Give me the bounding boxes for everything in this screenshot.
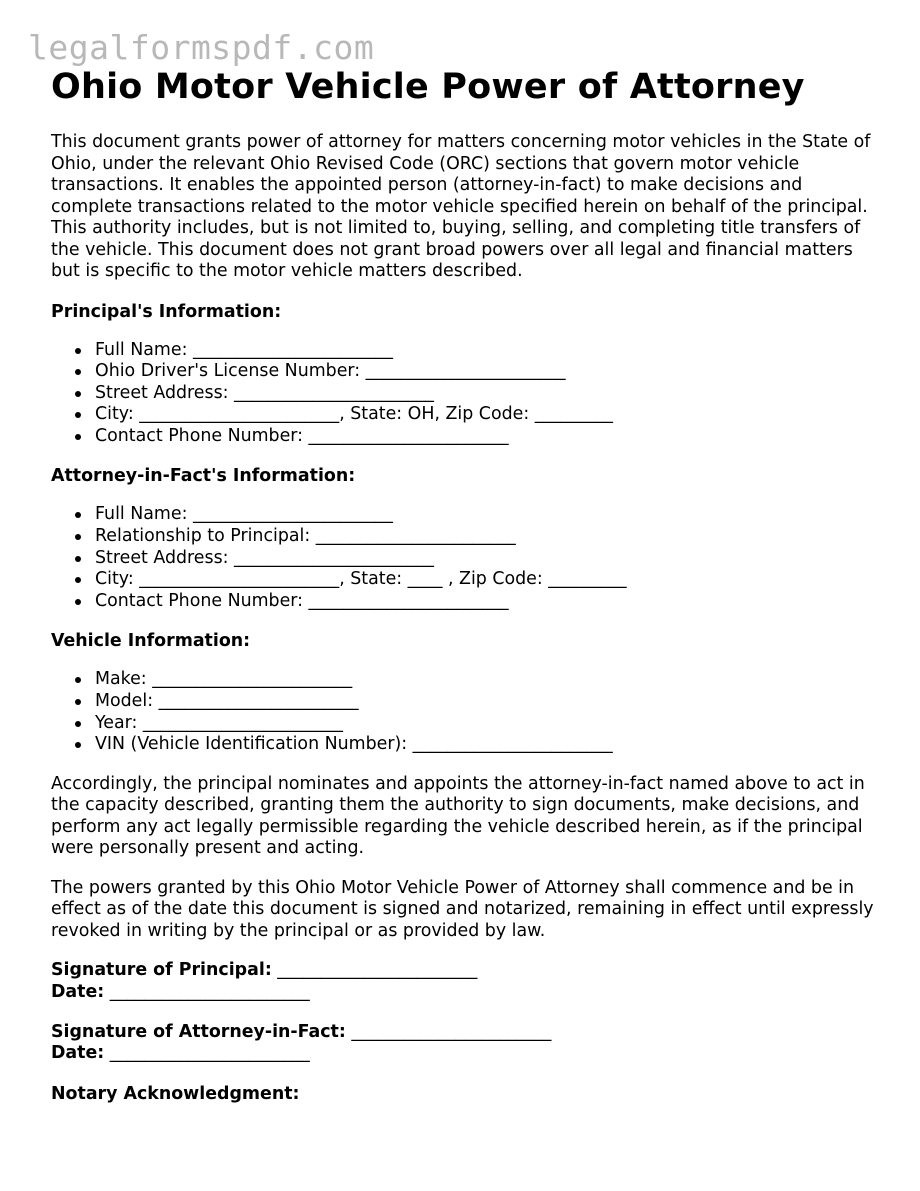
list-item: Street Address: _______________________ <box>95 548 881 570</box>
list-item: Contact Phone Number: _______________________ <box>95 591 881 613</box>
list-item: Full Name: _______________________ <box>95 504 881 526</box>
intro-paragraph: This document grants power of attorney for matters concerning motor vehicles in the State of Ohio, under the relevant Ohio Revised Code (ORC) sections that govern motor vehicle transactions. It enables the appointed person (attorney-in-fact) to make decisions and complete transactions related to the motor vehicle specified herein on behalf of the principal. This authority includes, but is not limited to, buying, selling, and completing title transfers of the vehicle. This document does not grant broad powers over all legal and financial matters but is specific to the motor vehicle matters described. <box>51 132 871 281</box>
attorney-date-label: Date: <box>51 1043 105 1064</box>
principal-date-line <box>51 982 881 1004</box>
list-item: VIN (Vehicle Identification Number): _______________________ <box>95 734 881 756</box>
document-page <box>51 64 881 1105</box>
attorney-signature-line <box>51 1022 881 1044</box>
vehicle-list <box>51 669 881 755</box>
list-item: City: _______________________, State: ____ , Zip Code: _________ <box>95 569 881 591</box>
principal-date-blank: _______________________ <box>104 981 310 1002</box>
list-item: Make: _______________________ <box>95 669 881 691</box>
principal-signature-label: Signature of Principal: <box>51 960 272 981</box>
list-item: City: _______________________, State: OH, Zip Code: _________ <box>95 404 881 426</box>
powers-paragraph: The powers granted by this Ohio Motor Vehicle Power of Attorney shall commence and be in effect as of the date this document is signed and notarized, remaining in effect until expressly revoked in writing by the principal or as provided by law. <box>51 877 874 941</box>
watermark: legalformspdf.com <box>28 28 375 67</box>
attorney-heading: Attorney-in-Fact's Information: <box>51 466 356 487</box>
list-item: Contact Phone Number: _______________________ <box>95 426 881 448</box>
list-item: Street Address: _______________________ <box>95 383 881 405</box>
attorney-date-blank: _______________________ <box>104 1043 310 1064</box>
principal-signature-blank: _______________________ <box>271 960 478 981</box>
list-item: Relationship to Principal: _______________________ <box>95 526 881 548</box>
attorney-list <box>51 504 881 612</box>
principal-signature-block <box>51 960 881 1003</box>
attorney-signature-label: Signature of Attorney-in-Fact: <box>51 1021 346 1042</box>
attorney-date-line <box>51 1043 881 1065</box>
list-item: Year: _______________________ <box>95 713 881 735</box>
list-item: Model: _______________________ <box>95 691 881 713</box>
vehicle-heading: Vehicle Information: <box>51 631 251 652</box>
principal-list <box>51 340 881 448</box>
principal-heading: Principal's Information: <box>51 301 282 322</box>
list-item: Full Name: _______________________ <box>95 340 881 362</box>
principal-signature-line <box>51 960 881 982</box>
list-item: Ohio Driver's License Number: _______________________ <box>95 361 881 383</box>
attorney-signature-blank: _______________________ <box>345 1021 552 1042</box>
attorney-signature-block <box>51 1022 881 1065</box>
notary-heading: Notary Acknowledgment: <box>51 1083 300 1104</box>
principal-date-label: Date: <box>51 981 105 1002</box>
page-title: Ohio Motor Vehicle Power of Attorney <box>51 67 805 107</box>
appointment-paragraph: Accordingly, the principal nominates and appoints the attorney-in-fact named above to act in the capacity described, granting them the authority to sign documents, make decisions, and perform any act legally permissible regarding the vehicle described herein, as if the principal were personally present and acting. <box>51 773 865 859</box>
